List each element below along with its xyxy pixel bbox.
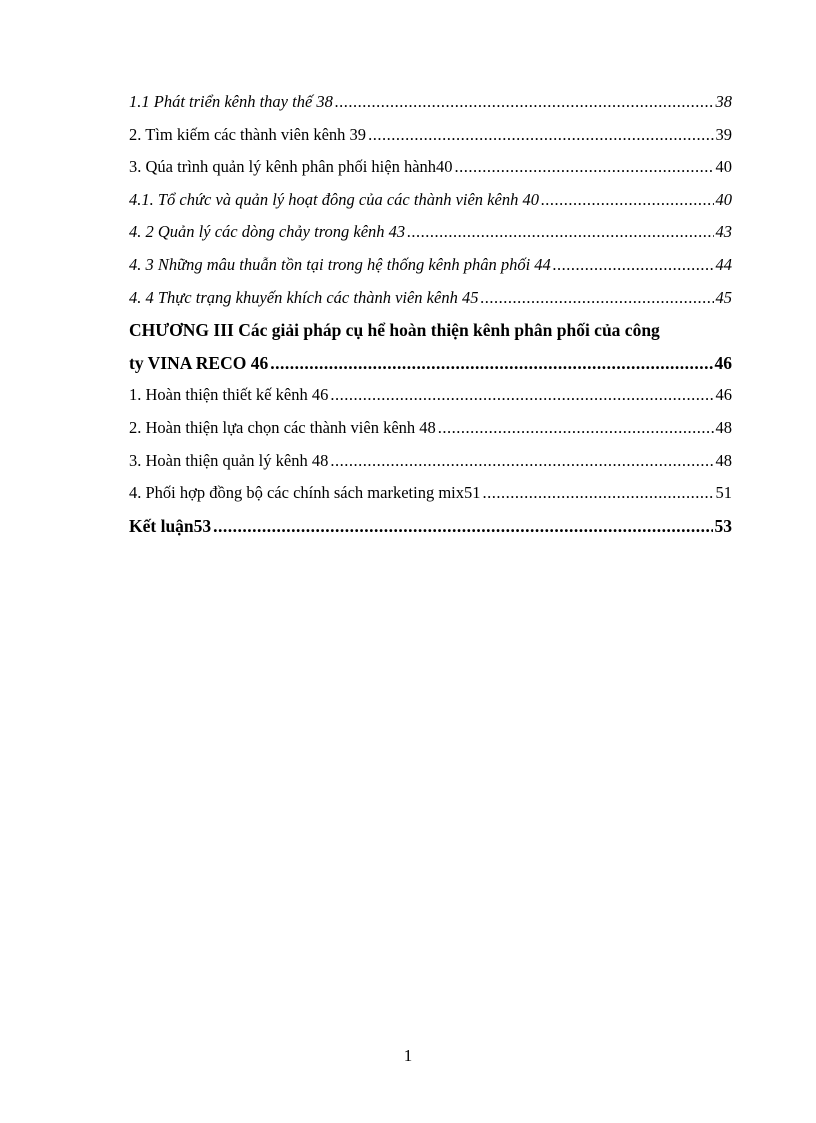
toc-entry-label: 4. 4 Thực trạng khuyến khích các thành viên kênh 45 — [129, 287, 479, 307]
toc-entry-page: 40 — [715, 157, 732, 177]
toc-entry[interactable] — [129, 157, 732, 190]
toc-entry[interactable] — [129, 190, 732, 223]
dot-leader — [213, 516, 712, 537]
toc-entry-page: 45 — [715, 287, 732, 307]
toc-entry[interactable] — [129, 92, 732, 125]
toc-entry-label: 2. Hoàn thiện lựa chọn các thành viên kênh 48 — [129, 417, 436, 437]
toc-entry-label: 4.1. Tổ chức và quản lý hoạt đông của các thành viên kênh 40 — [129, 189, 539, 209]
dot-leader — [553, 255, 714, 275]
toc-entry-page: 48 — [715, 450, 732, 470]
dot-leader — [438, 418, 714, 438]
toc-entry-page: 53 — [714, 515, 732, 536]
toc-entry-label: 3. Hoàn thiện quản lý kênh 48 — [129, 450, 329, 470]
toc-entry-page: 51 — [715, 483, 732, 503]
toc-entry-page: 40 — [715, 189, 732, 209]
toc-entry-label: 3. Qúa trình quản lý kênh phân phối hiện hành40 — [129, 157, 453, 177]
dot-leader — [483, 483, 714, 503]
toc-entry-label: 4. Phối hợp đồng bộ các chính sách marketing mix51 — [129, 483, 481, 503]
toc-entry-page: 38 — [715, 92, 732, 111]
dot-leader — [407, 222, 713, 242]
toc-entry[interactable] — [129, 125, 732, 158]
toc-entry-page: 43 — [715, 222, 732, 242]
dot-leader — [541, 190, 714, 210]
page-number: 1 — [403, 1046, 413, 1065]
toc-entry[interactable] — [129, 222, 732, 255]
toc-entry[interactable] — [129, 418, 732, 451]
toc-entry-label: 1.1 Phát triển kênh thay thế 38 — [129, 92, 333, 111]
toc-chapter-heading-cont[interactable] — [129, 353, 732, 386]
toc-entry-label: 4. 3 Những mâu thuẫn tồn tại trong hệ thống kênh phân phối 44 — [129, 254, 551, 274]
dot-leader — [368, 125, 713, 145]
toc-chapter-title-line1: CHƯƠNG III Các giải pháp cụ hể hoàn thiện kênh phân phối của công — [129, 320, 660, 341]
toc-entry[interactable] — [129, 483, 732, 516]
table-of-contents — [129, 92, 732, 548]
toc-entry-page: 39 — [715, 124, 732, 144]
toc-conclusion[interactable] — [129, 516, 732, 549]
toc-entry-page: 46 — [715, 385, 732, 405]
toc-entry-label: 2. Tìm kiếm các thành viên kênh 39 — [129, 124, 367, 144]
toc-chapter-heading[interactable] — [129, 320, 732, 353]
toc-entry-label: Kết luận53 — [129, 515, 212, 536]
toc-chapter-title-line2: ty VINA RECO 46 — [129, 352, 269, 373]
dot-leader — [455, 157, 714, 177]
dot-leader — [480, 288, 713, 308]
toc-entry-page: 44 — [715, 254, 732, 274]
toc-entry[interactable] — [129, 255, 732, 288]
toc-entry-page: 46 — [714, 352, 732, 373]
toc-entry-label: 4. 2 Quản lý các dòng chảy trong kênh 43 — [129, 222, 406, 242]
dot-leader — [330, 451, 713, 471]
toc-entry[interactable] — [129, 385, 732, 418]
toc-entry-page: 48 — [715, 417, 732, 437]
dot-leader — [270, 353, 712, 374]
dot-leader — [330, 385, 713, 405]
toc-entry[interactable] — [129, 451, 732, 484]
toc-entry-label: 1. Hoàn thiện thiết kế kênh 46 — [129, 385, 329, 405]
dot-leader — [335, 92, 714, 112]
toc-entry[interactable] — [129, 288, 732, 321]
